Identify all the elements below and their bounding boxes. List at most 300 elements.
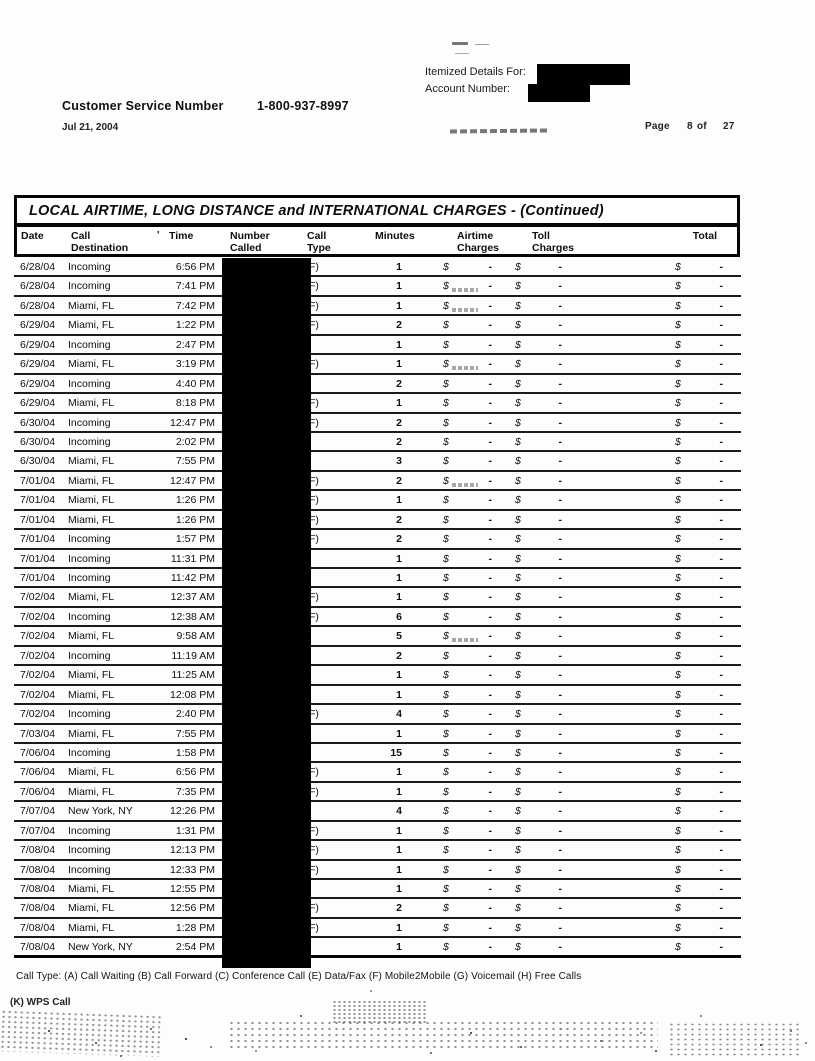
cell-total-charge: $ - — [675, 435, 723, 448]
cell-airtime-charge: $ - — [443, 844, 492, 857]
cell-date: 7/01/04 — [20, 494, 56, 507]
cell-minutes: 1 — [396, 572, 402, 584]
wps-call-note: (K) WPS Call — [10, 997, 71, 1008]
cell-destination: New York, NY — [68, 941, 133, 954]
cell-destination: Miami, FL — [68, 474, 115, 487]
cell-time: 2:02 PM — [175, 435, 215, 448]
cell-total-charge: $ - — [675, 455, 723, 468]
col-header-minutes: Minutes — [375, 230, 415, 242]
cell-date: 6/29/04 — [20, 338, 56, 351]
cell-minutes: 1 — [396, 921, 402, 934]
cell-time: 3:19 PM — [175, 358, 215, 371]
cell-airtime-charge: $ - — [443, 727, 492, 740]
cell-airtime-charge: $ - — [443, 319, 492, 332]
cell-time: 12:55 PM — [170, 883, 215, 895]
cell-total-charge: $ - — [675, 280, 723, 293]
redaction-customer-name — [537, 64, 630, 85]
cell-toll-charge: $ - — [515, 844, 562, 857]
cell-destination: Miami, FL — [68, 455, 115, 468]
cell-toll-charge: $ - — [515, 669, 562, 682]
cell-call-type: F) — [309, 358, 319, 371]
scan-noise-mark — [452, 42, 468, 45]
cell-destination: Miami, FL — [68, 669, 115, 682]
table-row — [14, 763, 741, 782]
cell-time: 11:31 PM — [170, 552, 215, 565]
cell-total-charge: $ - — [675, 610, 723, 623]
cell-date: 7/07/04 — [20, 824, 56, 837]
cell-date: 7/06/04 — [20, 746, 56, 759]
cell-minutes: 2 — [396, 902, 402, 915]
cell-time: 6:56 PM — [175, 261, 215, 273]
cell-minutes: 2 — [396, 416, 402, 429]
cell-airtime-charge: $ - — [443, 416, 492, 429]
cell-date: 6/29/04 — [20, 397, 56, 410]
cell-destination: Miami, FL — [68, 766, 115, 779]
cell-minutes: 1 — [396, 338, 402, 351]
cell-airtime-charge: $ - — [443, 280, 492, 293]
cell-minutes: 2 — [396, 474, 402, 487]
scan-noise-cluster — [0, 1009, 161, 1057]
cell-total-charge: $ - — [675, 552, 723, 565]
cell-toll-charge: $ - — [515, 416, 562, 429]
cell-time: 12:38 AM — [170, 610, 215, 623]
table-row — [14, 569, 741, 588]
cell-minutes: 4 — [396, 805, 402, 818]
cell-total-charge: $ - — [675, 727, 723, 740]
cell-airtime-charge: $ - — [443, 766, 492, 779]
cell-time: 12:08 PM — [170, 688, 215, 701]
cell-minutes: 15 — [390, 746, 402, 759]
cell-call-type: F) — [309, 261, 319, 273]
cell-call-type: F) — [309, 474, 319, 487]
cell-time: 1:57 PM — [175, 533, 215, 546]
cell-time: 12:26 PM — [170, 805, 215, 818]
redaction-account-number — [528, 84, 590, 102]
cell-total-charge: $ - — [675, 902, 723, 915]
cell-date: 7/02/04 — [20, 610, 56, 623]
cell-minutes: 1 — [396, 261, 402, 273]
cell-destination: Incoming — [68, 377, 111, 390]
cell-call-type: F) — [309, 708, 319, 721]
cell-date: 7/02/04 — [20, 591, 56, 604]
table-title-row — [17, 198, 737, 227]
cell-toll-charge: $ - — [515, 280, 562, 293]
cell-destination: Miami, FL — [68, 358, 115, 371]
cell-toll-charge: $ - — [515, 552, 562, 565]
cell-destination: Miami, FL — [68, 513, 115, 526]
cell-time: 12:37 AM — [170, 591, 215, 604]
col-header-time: Time — [169, 230, 194, 242]
table-row — [14, 452, 741, 471]
cell-total-charge: $ - — [675, 416, 723, 429]
cell-date: 6/28/04 — [20, 280, 56, 293]
cell-destination: Miami, FL — [68, 299, 115, 312]
scan-tick-mark: ' — [157, 229, 160, 241]
cell-time: 12:33 PM — [170, 863, 215, 876]
cell-airtime-charge: $ - — [443, 474, 492, 487]
cell-airtime-charge: $ - — [443, 261, 492, 273]
page-of-label: of — [697, 121, 707, 132]
cell-destination: Miami, FL — [68, 688, 115, 701]
cell-date: 7/08/04 — [20, 921, 56, 934]
cell-minutes: 1 — [396, 552, 402, 565]
cell-minutes: 1 — [396, 844, 402, 857]
cell-destination: Incoming — [68, 844, 111, 857]
cell-toll-charge: $ - — [515, 474, 562, 487]
cell-airtime-charge: $ - — [443, 824, 492, 837]
cell-toll-charge: $ - — [515, 805, 562, 818]
table-row — [14, 433, 741, 452]
cell-airtime-charge: $ - — [443, 455, 492, 468]
cell-total-charge: $ - — [675, 494, 723, 507]
table-row — [14, 608, 741, 627]
cell-total-charge: $ - — [675, 805, 723, 818]
cell-minutes: 1 — [396, 591, 402, 604]
cell-airtime-charge: $ - — [443, 941, 492, 954]
table-row — [14, 588, 741, 607]
table-row — [14, 938, 741, 957]
cell-call-type: F) — [309, 397, 319, 410]
table-row — [14, 355, 741, 374]
statement-date: Jul 21, 2004 — [62, 122, 119, 133]
cell-minutes: 2 — [396, 435, 402, 448]
cell-destination: Miami, FL — [68, 785, 115, 798]
cell-time: 12:47 PM — [170, 474, 215, 487]
cell-time: 2:40 PM — [175, 708, 215, 721]
cell-total-charge: $ - — [675, 688, 723, 701]
customer-service-label: Customer Service Number — [62, 99, 224, 113]
cell-destination: Incoming — [68, 280, 111, 293]
cell-toll-charge: $ - — [515, 358, 562, 371]
cell-airtime-charge: $ - — [443, 591, 492, 604]
cell-minutes: 2 — [396, 533, 402, 546]
cell-destination: Incoming — [68, 649, 111, 662]
cell-time: 8:18 PM — [175, 397, 215, 410]
cell-airtime-charge: $ - — [443, 785, 492, 798]
cell-date: 7/02/04 — [20, 669, 56, 682]
cell-minutes: 5 — [396, 630, 402, 643]
cell-toll-charge: $ - — [515, 299, 562, 312]
table-row — [14, 550, 741, 569]
cell-airtime-charge: $ - — [443, 863, 492, 876]
cell-minutes: 3 — [396, 455, 402, 468]
cell-total-charge: $ - — [675, 572, 723, 584]
cell-destination: Incoming — [68, 261, 111, 273]
cell-time: 6:56 PM — [175, 766, 215, 779]
table-row — [14, 686, 741, 705]
table-row — [14, 627, 741, 646]
cell-total-charge: $ - — [675, 299, 723, 312]
table-row — [14, 258, 741, 277]
cell-date: 6/28/04 — [20, 299, 56, 312]
cell-total-charge: $ - — [675, 941, 723, 954]
cell-minutes: 1 — [396, 397, 402, 410]
cell-toll-charge: $ - — [515, 261, 562, 273]
cell-date: 7/02/04 — [20, 688, 56, 701]
cell-total-charge: $ - — [675, 533, 723, 546]
cell-total-charge: $ - — [675, 883, 723, 895]
cell-toll-charge: $ - — [515, 649, 562, 662]
table-row — [14, 861, 741, 880]
page-total: 27 — [723, 121, 735, 132]
cell-time: 1:31 PM — [175, 824, 215, 837]
cell-time: 11:19 AM — [171, 649, 215, 662]
col-header-call-type: Call Type — [307, 230, 331, 254]
call-type-legend: Call Type: (A) Call Waiting (B) Call Forward (C) Conference Call (E) Data/Fax (F) Mobile2Mobile (G) Voicemail (H) Free Calls — [16, 971, 582, 982]
redaction-number-called-column — [222, 258, 311, 968]
cell-airtime-charge: $ - — [443, 708, 492, 721]
cell-date: 6/29/04 — [20, 358, 56, 371]
cell-total-charge: $ - — [675, 338, 723, 351]
cell-minutes: 2 — [396, 377, 402, 390]
cell-destination: Incoming — [68, 708, 111, 721]
cell-airtime-charge: $ - — [443, 649, 492, 662]
cell-total-charge: $ - — [675, 708, 723, 721]
cell-call-type: F) — [309, 824, 319, 837]
cell-destination: Incoming — [68, 824, 111, 837]
cell-toll-charge: $ - — [515, 785, 562, 798]
cell-airtime-charge: $ - — [443, 688, 492, 701]
cell-call-type: F) — [309, 513, 319, 526]
cell-minutes: 1 — [396, 280, 402, 293]
cell-call-type: F) — [309, 280, 319, 293]
cell-minutes: 1 — [396, 494, 402, 507]
col-header-call-destination: Call Destination — [71, 230, 129, 254]
cell-destination: Miami, FL — [68, 397, 115, 410]
cell-toll-charge: $ - — [515, 883, 562, 895]
cell-total-charge: $ - — [675, 844, 723, 857]
cell-toll-charge: $ - — [515, 397, 562, 410]
cell-minutes: 1 — [396, 669, 402, 682]
cell-airtime-charge: $ - — [443, 572, 492, 584]
cell-airtime-charge: $ - — [443, 494, 492, 507]
cell-toll-charge: $ - — [515, 338, 562, 351]
col-header-toll-charges: Toll Charges — [532, 230, 575, 254]
col-header-date: Date — [21, 230, 44, 242]
cell-date: 7/01/04 — [20, 572, 56, 584]
cell-airtime-charge: $ - — [443, 397, 492, 410]
cell-airtime-charge: $ - — [443, 358, 492, 371]
cell-toll-charge: $ - — [515, 319, 562, 332]
cell-date: 7/03/04 — [20, 727, 56, 740]
cell-minutes: 1 — [396, 863, 402, 876]
cell-toll-charge: $ - — [515, 688, 562, 701]
cell-destination: Miami, FL — [68, 727, 115, 740]
cell-time: 12:47 PM — [170, 416, 215, 429]
cell-date: 6/30/04 — [20, 416, 56, 429]
table-row — [14, 511, 741, 530]
cell-call-type: F) — [309, 299, 319, 312]
page-number: 8 — [687, 121, 693, 132]
col-header-number-called: Number Called — [230, 230, 270, 254]
cell-destination: Incoming — [68, 746, 111, 759]
cell-airtime-charge: $ - — [443, 630, 492, 643]
cell-airtime-charge: $ - — [443, 883, 492, 895]
cell-minutes: 2 — [396, 513, 402, 526]
cell-toll-charge: $ - — [515, 727, 562, 740]
cell-toll-charge: $ - — [515, 455, 562, 468]
cell-toll-charge: $ - — [515, 766, 562, 779]
table-row — [14, 744, 741, 763]
table-row — [14, 297, 741, 316]
cell-destination: Miami, FL — [68, 883, 115, 895]
cell-total-charge: $ - — [675, 921, 723, 934]
cell-airtime-charge: $ - — [443, 610, 492, 623]
cell-toll-charge: $ - — [515, 610, 562, 623]
cell-date: 7/07/04 — [20, 805, 56, 818]
cell-date: 7/01/04 — [20, 474, 56, 487]
table-row — [14, 841, 741, 860]
cell-minutes: 1 — [396, 941, 402, 954]
cell-total-charge: $ - — [675, 358, 723, 371]
cell-toll-charge: $ - — [515, 746, 562, 759]
cell-time: 1:28 PM — [175, 921, 215, 934]
cell-total-charge: $ - — [675, 649, 723, 662]
cell-call-type: F) — [309, 766, 319, 779]
table-row — [14, 336, 741, 355]
table-row — [14, 899, 741, 918]
cell-date: 7/02/04 — [20, 649, 56, 662]
table-rows — [14, 258, 741, 958]
cell-date: 7/02/04 — [20, 708, 56, 721]
cell-minutes: 1 — [396, 766, 402, 779]
cell-destination: Miami, FL — [68, 591, 115, 604]
cell-call-type: F) — [309, 416, 319, 429]
cell-time: 9:58 AM — [176, 630, 215, 643]
cell-call-type: F) — [309, 863, 319, 876]
cell-time: 4:40 PM — [175, 377, 215, 390]
cell-destination: New York, NY — [68, 805, 133, 818]
cell-toll-charge: $ - — [515, 513, 562, 526]
cell-total-charge: $ - — [675, 397, 723, 410]
cell-date: 6/30/04 — [20, 455, 56, 468]
cell-call-type: F) — [309, 319, 319, 332]
table-row — [14, 375, 741, 394]
cell-toll-charge: $ - — [515, 572, 562, 584]
scan-noise-specks — [0, 0, 2, 2]
account-number-label: Account Number: — [425, 83, 510, 95]
cell-time: 7:42 PM — [175, 299, 215, 312]
cell-destination: Miami, FL — [68, 630, 115, 643]
cell-destination: Incoming — [68, 863, 111, 876]
cell-minutes: 1 — [396, 727, 402, 740]
cell-call-type: F) — [309, 494, 319, 507]
cell-destination: Incoming — [68, 552, 111, 565]
table-row — [14, 472, 741, 491]
cell-airtime-charge: $ - — [443, 533, 492, 546]
cell-date: 7/01/04 — [20, 513, 56, 526]
table-row — [14, 725, 741, 744]
cell-minutes: 2 — [396, 319, 402, 332]
table-row — [14, 666, 741, 685]
table-row — [14, 880, 741, 899]
cell-date: 7/08/04 — [20, 844, 56, 857]
cell-time: 2:54 PM — [175, 941, 215, 954]
table-row — [14, 919, 741, 938]
cell-time: 1:58 PM — [175, 746, 215, 759]
cell-airtime-charge: $ - — [443, 552, 492, 565]
cell-minutes: 1 — [396, 688, 402, 701]
cell-date: 7/08/04 — [20, 902, 56, 915]
cell-total-charge: $ - — [675, 669, 723, 682]
cell-time: 12:13 PM — [170, 844, 215, 857]
cell-toll-charge: $ - — [515, 708, 562, 721]
table-row — [14, 277, 741, 296]
cell-airtime-charge: $ - — [443, 338, 492, 351]
cell-toll-charge: $ - — [515, 533, 562, 546]
cell-toll-charge: $ - — [515, 941, 562, 954]
table-row — [14, 316, 741, 335]
cell-destination: Miami, FL — [68, 494, 115, 507]
cell-destination: Incoming — [68, 533, 111, 546]
cell-minutes: 1 — [396, 824, 402, 837]
cell-date: 7/06/04 — [20, 785, 56, 798]
cell-destination: Miami, FL — [68, 921, 115, 934]
cell-call-type: F) — [309, 844, 319, 857]
cell-date: 7/02/04 — [20, 630, 56, 643]
cell-airtime-charge: $ - — [443, 435, 492, 448]
cell-toll-charge: $ - — [515, 902, 562, 915]
cell-call-type: F) — [309, 902, 319, 915]
cell-call-type: F) — [309, 610, 319, 623]
charges-table-header-box — [14, 195, 740, 257]
cell-airtime-charge: $ - — [443, 299, 492, 312]
cell-toll-charge: $ - — [515, 630, 562, 643]
page-label: Page — [645, 121, 670, 132]
table-row — [14, 822, 741, 841]
cell-time: 7:55 PM — [175, 727, 215, 740]
cell-toll-charge: $ - — [515, 921, 562, 934]
cell-date: 6/29/04 — [20, 377, 56, 390]
cell-time: 2:47 PM — [175, 338, 215, 351]
cell-time: 11:42 PM — [170, 572, 215, 584]
cell-time: 1:26 PM — [175, 513, 215, 526]
scan-noise-cluster — [228, 1020, 658, 1048]
cell-time: 7:35 PM — [175, 785, 215, 798]
table-row — [14, 647, 741, 666]
cell-total-charge: $ - — [675, 474, 723, 487]
cell-toll-charge: $ - — [515, 863, 562, 876]
cell-time: 7:55 PM — [175, 455, 215, 468]
cell-date: 7/08/04 — [20, 883, 56, 895]
cell-time: 12:56 PM — [170, 902, 215, 915]
cell-total-charge: $ - — [675, 863, 723, 876]
cell-date: 6/30/04 — [20, 435, 56, 448]
cell-date: 6/28/04 — [20, 261, 56, 273]
cell-total-charge: $ - — [675, 591, 723, 604]
cell-date: 7/08/04 — [20, 941, 56, 954]
table-row — [14, 802, 741, 821]
cell-airtime-charge: $ - — [443, 746, 492, 759]
cell-date: 7/01/04 — [20, 533, 56, 546]
table-column-headers — [17, 227, 737, 254]
cell-total-charge: $ - — [675, 766, 723, 779]
cell-toll-charge: $ - — [515, 377, 562, 390]
table-title: LOCAL AIRTIME, LONG DISTANCE and INTERNATIONAL CHARGES - (Continued) — [29, 202, 604, 219]
cell-total-charge: $ - — [675, 785, 723, 798]
cell-total-charge: $ - — [675, 824, 723, 837]
cell-minutes: 1 — [396, 299, 402, 312]
cell-airtime-charge: $ - — [443, 377, 492, 390]
cell-total-charge: $ - — [675, 513, 723, 526]
cell-airtime-charge: $ - — [443, 805, 492, 818]
cell-toll-charge: $ - — [515, 435, 562, 448]
cell-airtime-charge: $ - — [443, 921, 492, 934]
scan-squiggle-line — [450, 128, 547, 133]
cell-date: 7/06/04 — [20, 766, 56, 779]
cell-destination: Incoming — [68, 416, 111, 429]
cell-minutes: 6 — [396, 610, 402, 623]
